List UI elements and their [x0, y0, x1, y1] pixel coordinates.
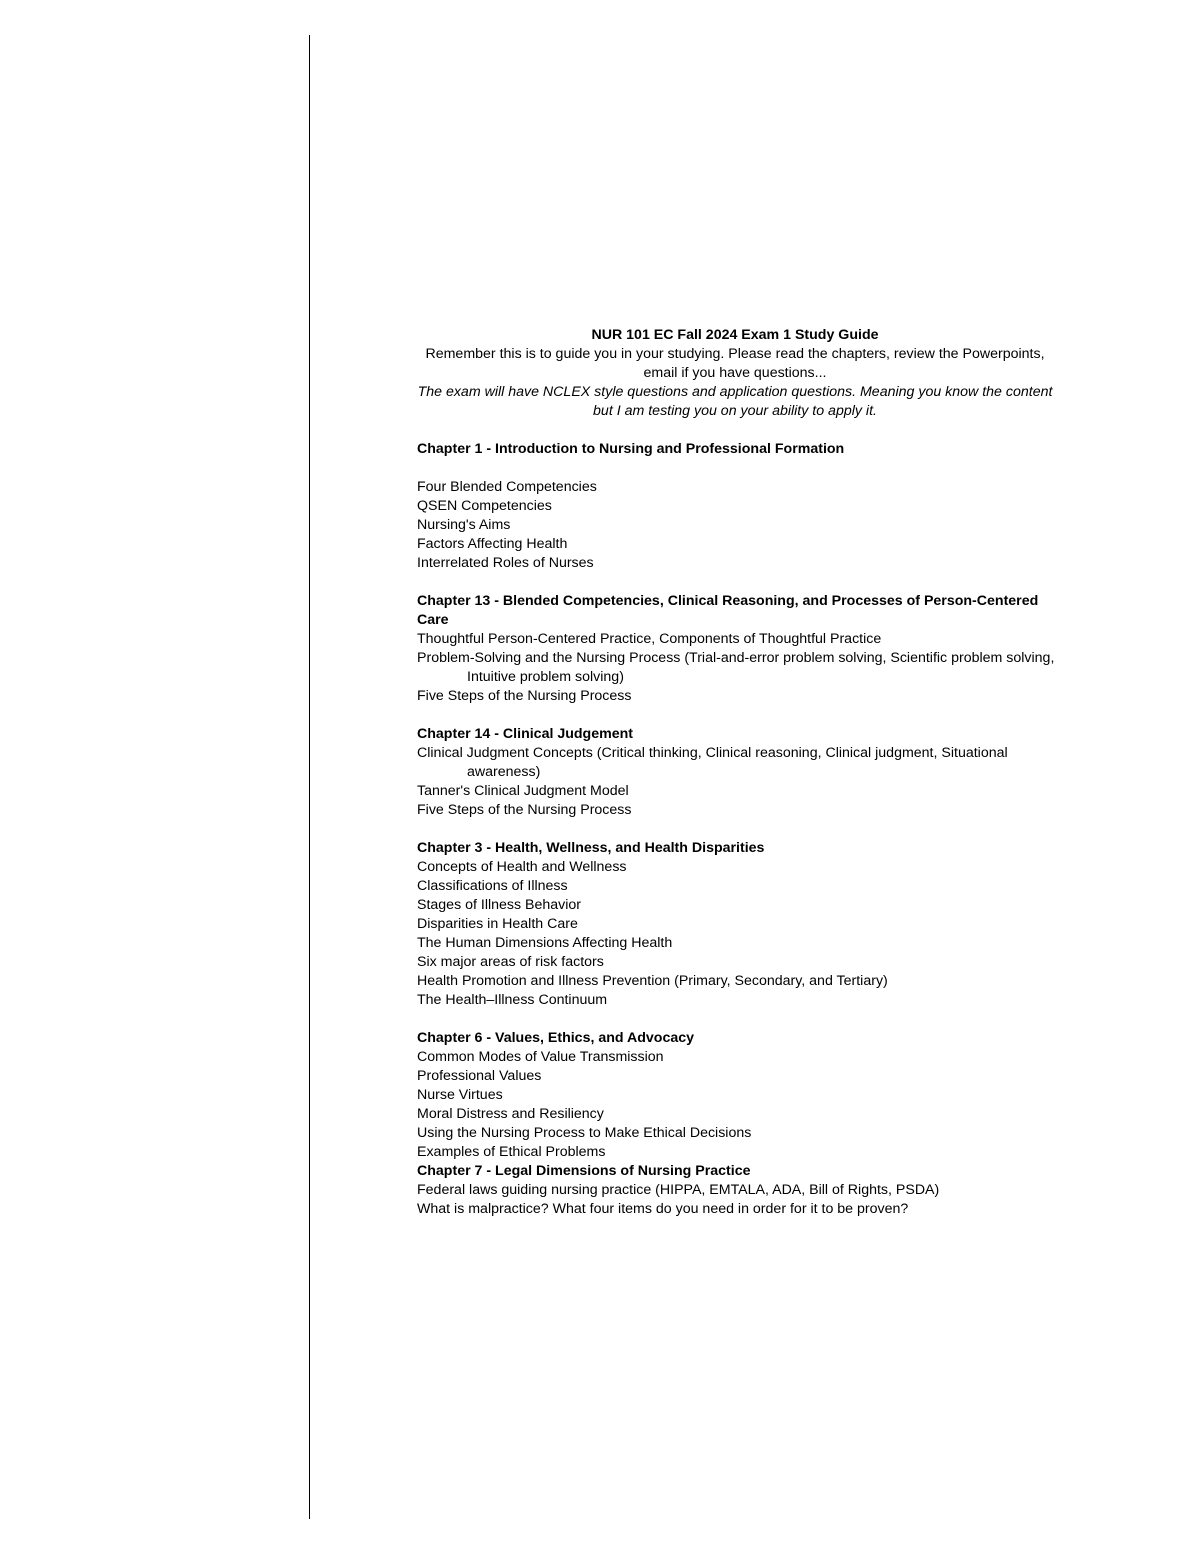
chapter-heading: Chapter 7 - Legal Dimensions of Nursing Practice: [417, 1163, 751, 1179]
study-guide-content: [417, 440, 1057, 1219]
chapter-heading: Chapter 1 - Introduction to Nursing and Professional Formation: [417, 441, 845, 457]
list-item: Five Steps of the Nursing Process: [417, 802, 632, 818]
list-item: Federal laws guiding nursing practice (HIPPA, EMTALA, ADA, Bill of Rights, PSDA): [417, 1182, 940, 1198]
list-item: Common Modes of Value Transmission: [417, 1049, 664, 1065]
list-item: Interrelated Roles of Nurses: [417, 555, 594, 571]
list-item: Professional Values: [417, 1068, 542, 1084]
list-item: Clinical Judgment Concepts (Critical thinking, Clinical reasoning, Clinical judgment, Situational awareness): [417, 745, 1008, 780]
chapter-section-13: [417, 592, 1057, 706]
list-item: QSEN Competencies: [417, 498, 552, 514]
list-item: Tanner's Clinical Judgment Model: [417, 783, 629, 799]
list-item: Moral Distress and Resiliency: [417, 1106, 604, 1122]
list-item: Classifications of Illness: [417, 878, 568, 894]
chapter-heading: Chapter 6 - Values, Ethics, and Advocacy: [417, 1030, 695, 1046]
list-item: Using the Nursing Process to Make Ethical Decisions: [417, 1125, 752, 1141]
chapter-heading: Chapter 3 - Health, Wellness, and Health Disparities: [417, 840, 765, 856]
chapter-section-6: [417, 1029, 1057, 1162]
list-item: Six major areas of risk factors: [417, 954, 604, 970]
list-item: The Human Dimensions Affecting Health: [417, 935, 673, 951]
chapter-section-1: [417, 440, 1057, 573]
list-item: Stages of Illness Behavior: [417, 897, 582, 913]
list-item: Problem-Solving and the Nursing Process (Trial-and-error problem solving, Scientific problem solving, Intuitive problem solving): [417, 650, 1055, 685]
intro-text: Remember this is to guide you in your studying. Please read the chapters, review the Powerpoints, email if you have questions...: [425, 346, 1045, 381]
list-item: Four Blended Competencies: [417, 479, 597, 495]
list-item: Health Promotion and Illness Prevention (Primary, Secondary, and Tertiary): [417, 973, 888, 989]
document-header: [417, 326, 1053, 421]
blank-line: [417, 459, 1057, 478]
exam-note: The exam will have NCLEX style questions and application questions. Meaning you know the content but I am testing you on your ability to apply it.: [417, 384, 1053, 419]
list-item: Nurse Virtues: [417, 1087, 503, 1103]
chapter-section-7: [417, 1162, 1057, 1219]
list-item: Concepts of Health and Wellness: [417, 859, 627, 875]
list-item: The Health–Illness Continuum: [417, 992, 608, 1008]
list-item: Examples of Ethical Problems: [417, 1144, 606, 1160]
list-item: What is malpractice? What four items do you need in order for it to be proven?: [417, 1201, 909, 1217]
list-item: Nursing's Aims: [417, 517, 511, 533]
chapter-heading: Chapter 13 - Blended Competencies, Clinical Reasoning, and Processes of Person-Centered Care: [417, 593, 1039, 628]
list-item: Factors Affecting Health: [417, 536, 568, 552]
list-item: Five Steps of the Nursing Process: [417, 688, 632, 704]
margin-rule: [309, 35, 310, 1519]
list-item: Disparities in Health Care: [417, 916, 578, 932]
chapter-heading: Chapter 14 - Clinical Judgement: [417, 726, 634, 742]
chapter-section-3: [417, 839, 1057, 1010]
chapter-section-14: [417, 725, 1057, 820]
list-item: Thoughtful Person-Centered Practice, Components of Thoughtful Practice: [417, 631, 882, 647]
document-title: NUR 101 EC Fall 2024 Exam 1 Study Guide: [591, 327, 879, 343]
